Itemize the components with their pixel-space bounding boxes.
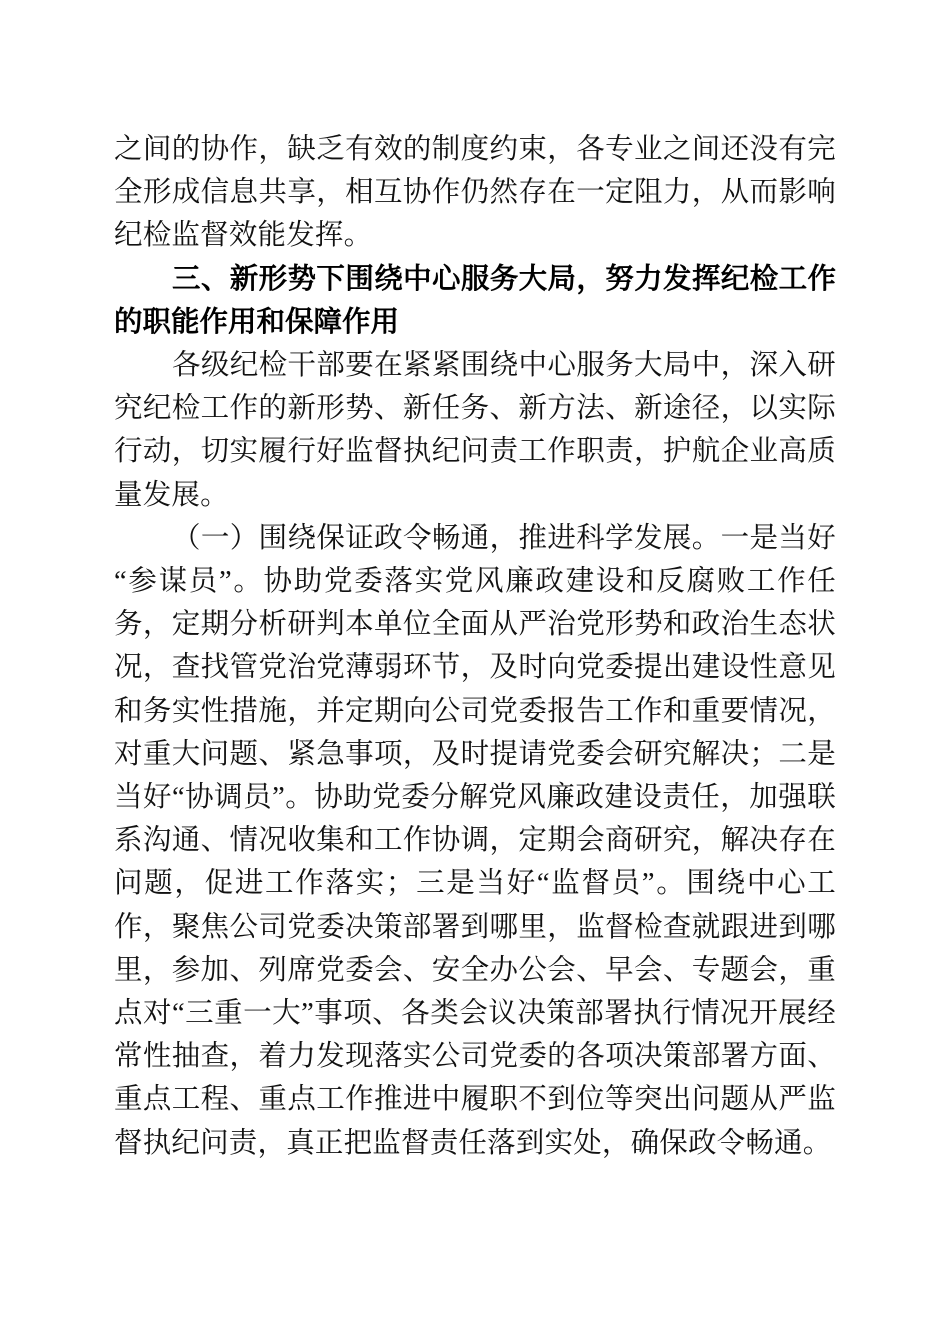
paragraph-intro: 各级纪检干部要在紧紧围绕中心服务大局中，深入研究纪检工作的新形势、新任务、新方法、新途径，以实际行动，切实履行好监督执纪问责工作职责，护航企业高质量发展。 (114, 350, 836, 511)
paragraph-continuation: 之间的协作，缺乏有效的制度约束，各专业之间还没有完全形成信息共享，相互协作仍然存在一定阻力，从而影响纪检监督效能发挥。 (114, 134, 836, 252)
section-heading-three: 三、新形势下围绕中心服务大局，努力发挥纪检工作的职能作用和保障作用 (114, 262, 836, 338)
paragraph-item-one: （一）围绕保证政令畅通，推进科学发展。一是当好“参谋员”。协助党委落实党风廉政建设和反腐败工作任务，定期分析研判本单位全面从严治党形势和政治生态状况，查找管党治党薄弱环节，及时向党委提出建设性意见和务实性措施，并定期向公司党委报告工作和重要情况，对重大问题、紧急事项，及时提请党委会研究解决；二是当好“协调员”。协助党委分解党风廉政建设责任，加强联系沟通、情况收集和工作协调，定期会商研究，解决存在问题，促进工作落实；三是当好“监督员”。围绕中心工作，聚焦公司党委决策部署到哪里，监督检查就跟进到哪里，参加、列席党委会、安全办公会、早会、专题会，重点对“三重一大”事项、各类会议决策部署执行情况开展经常性抽查，着力发现落实公司党委的各项决策部署方面、重点工程、重点工作推进中履职不到位等突出问题从严监督执纪问责，真正把监督责任落到实处，确保政令畅通。 (114, 522, 836, 1159)
document-content (114, 128, 836, 1165)
